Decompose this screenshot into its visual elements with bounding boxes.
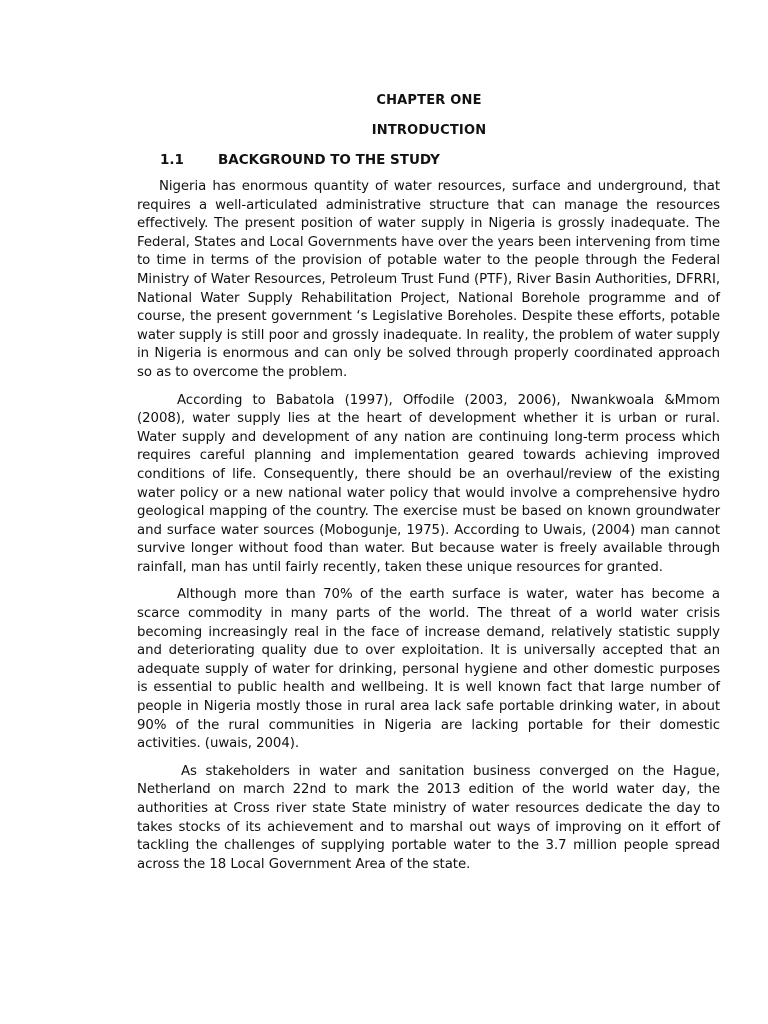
section-number: 1.1 bbox=[160, 152, 184, 168]
paragraph-4: As stakeholders in water and sanitation business converged on the Hague, Netherland on march 22nd to mark the 2013 edition of the world water day, the authorities at Cross river state State ministry of water resources dedicate the day to takes stocks of its achievement and to marshal out ways of improving on it effort of tackling the challenges of supplying portable water to the 3.7 million people spread across the 18 Local Government Area of the state. bbox=[137, 763, 720, 872]
body-text bbox=[137, 178, 720, 884]
chapter-title: INTRODUCTION bbox=[371, 123, 487, 138]
paragraph-3: Although more than 70% of the earth surface is water, water has become a scarce commodity in many parts of the world. The threat of a world water crisis becoming increasingly real in the face of increase demand, relatively statistic supply and deteriorating quality due to over exploitation. It is universally accepted that an adequate supply of water for drinking, personal hygiene and other domestic purposes is essential to public health and wellbeing. It is well known fact that large number of people in Nigeria mostly those in rural area lack safe portable drinking water, in about 90% of the rural communities in Nigeria are lacking portable for their domestic activities. (uwais, 2004). bbox=[137, 587, 720, 752]
paragraph-1: Nigeria has enormous quantity of water resources, surface and underground, that requires a well-articulated administrative structure that can manage the resources effectively. The present position of water supply in Nigeria is grossly inadequate. The Federal, States and Local Governments have over the years been intervening from time to time in terms of the provision of potable water to the people through the Federal Ministry of Water Resources, Petroleum Trust Fund (PTF), River Basin Authorities, DFRRI, National Water Supply Rehabilitation Project, National Borehole programme and of course, the present government ‘s Legislative Boreholes. Despite these efforts, potable water supply is still poor and grossly inadequate. In reality, the problem of water supply in Nigeria is enormous and can only be solved through properly coordinated approach so as to overcome the problem. bbox=[137, 179, 720, 380]
paragraph-2: According to Babatola (1997), Offodile (2003, 2006), Nwankwoala &Mmom (2008), water supply lies at the heart of development whether it is urban or rural. Water supply and development of any nation are continuing long-term process which requires careful planning and implementation geared towards achieving improved conditions of life. Consequently, there should be an overhaul/review of the existing water policy or a new national water policy that would involve a comprehensive hydro geological mapping of the country. The exercise must be based on known groundwater and surface water sources (Mobogunje, 1975). According to Uwais, (2004) man cannot survive longer without food than water. But because water is freely available through rainfall, man has until fairly recently, taken these unique resources for granted. bbox=[137, 392, 720, 575]
section-title: BACKGROUND TO THE STUDY bbox=[218, 152, 440, 168]
chapter-heading: CHAPTER ONE bbox=[376, 93, 482, 108]
section-heading bbox=[160, 152, 440, 168]
